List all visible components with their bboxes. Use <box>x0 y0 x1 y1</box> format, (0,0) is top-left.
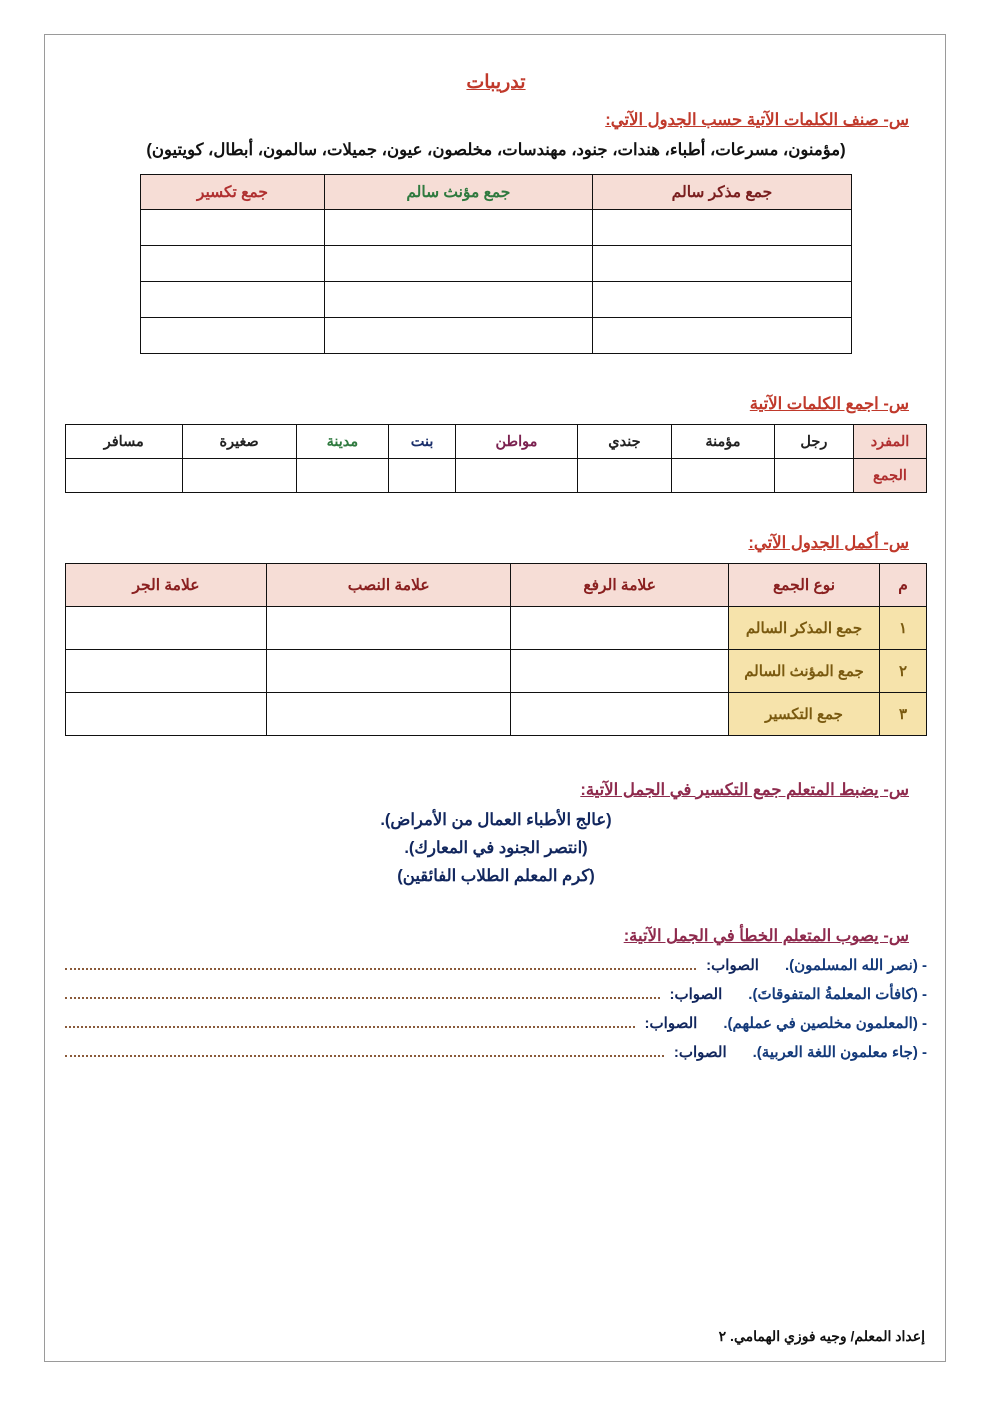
sentence-item: (عالج الأطباء العمال من الأمراض). <box>380 811 612 829</box>
table-row <box>66 693 927 736</box>
singular-word: صغيرة <box>182 425 296 459</box>
cell-input[interactable] <box>324 210 592 246</box>
singular-word: مواطن <box>456 425 578 459</box>
correction-answer-label: الصواب: <box>706 957 759 974</box>
cell-input[interactable] <box>141 318 325 354</box>
correction-row <box>65 956 927 974</box>
cell-input[interactable] <box>511 650 729 693</box>
plural-input[interactable] <box>577 459 671 493</box>
correction-row <box>65 985 927 1003</box>
question-3-heading: س- أكمل الجدول الآتي: <box>748 534 909 552</box>
table-row <box>66 650 927 693</box>
question-4-sentences <box>65 810 927 886</box>
page-footer: إعداد المعلم/ وجيه فوزي الهمامي. ٢ <box>718 1328 925 1344</box>
column-header-masculine-plural: جمع مذكر سالم <box>592 175 851 210</box>
correction-answer-input[interactable] <box>65 996 660 999</box>
correction-answer-label: الصواب: <box>644 1015 698 1032</box>
correction-row <box>65 1014 927 1032</box>
table-row <box>141 246 852 282</box>
singular-word: مسافر <box>66 425 183 459</box>
plural-input[interactable] <box>182 459 296 493</box>
row-number: ٣ <box>880 693 927 736</box>
cell-input[interactable] <box>592 246 851 282</box>
table-row <box>141 210 852 246</box>
column-header-number: م <box>880 564 927 607</box>
cell-input[interactable] <box>511 607 729 650</box>
cell-input[interactable] <box>141 282 325 318</box>
document-page <box>44 34 946 1362</box>
correction-sentence: - (المعلمون مخلصين في عملهم). <box>723 1015 927 1032</box>
cell-input[interactable] <box>592 318 851 354</box>
table-header-row <box>141 175 852 210</box>
table-header-row <box>66 564 927 607</box>
correction-answer-input[interactable] <box>65 1054 664 1057</box>
table-row <box>141 318 852 354</box>
column-header-accusative-sign: علامة النصب <box>266 564 511 607</box>
column-header-nominative-sign: علامة الرفع <box>511 564 729 607</box>
singular-plural-table <box>65 424 927 493</box>
question-1-heading: س- صنف الكلمات الآتية حسب الجدول الآتي: <box>605 111 909 129</box>
cell-input[interactable] <box>324 318 592 354</box>
singular-word: مؤمنة <box>672 425 775 459</box>
table-row-plural <box>66 459 927 493</box>
plural-input[interactable] <box>66 459 183 493</box>
correction-answer-label: الصواب: <box>673 1044 727 1061</box>
singular-word: بنت <box>389 425 456 459</box>
cell-input[interactable] <box>266 650 511 693</box>
correction-row <box>65 1043 927 1061</box>
singular-word: رجل <box>774 425 853 459</box>
table-row <box>66 607 927 650</box>
question-4-heading: س- يضبط المتعلم جمع التكسير في الجمل الآتية: <box>580 781 909 799</box>
sentence-item: (كرم المعلم الطلاب الفائقين) <box>397 867 595 885</box>
singular-word: مدينة <box>296 425 388 459</box>
correction-sentence: - (كافأت المعلمةُ المتفوقاتَ). <box>748 986 927 1003</box>
correction-sentence: - (نصر الله المسلمون). <box>784 957 927 974</box>
table-row-singular <box>66 425 927 459</box>
correction-answer-label: الصواب: <box>669 986 723 1003</box>
correction-sentence: - (جاء معلمون اللغة العربية). <box>752 1044 927 1061</box>
singular-word: جندي <box>577 425 671 459</box>
page-content <box>65 57 927 1341</box>
classification-table <box>140 174 852 354</box>
plural-input[interactable] <box>456 459 578 493</box>
row-number: ١ <box>880 607 927 650</box>
cell-input[interactable] <box>511 693 729 736</box>
cell-input[interactable] <box>141 246 325 282</box>
plural-input[interactable] <box>296 459 388 493</box>
table-row <box>141 282 852 318</box>
column-header-genitive-sign: علامة الجر <box>66 564 267 607</box>
page-title: تدريبات <box>466 72 526 93</box>
cell-input[interactable] <box>592 282 851 318</box>
plural-input[interactable] <box>774 459 853 493</box>
correction-answer-input[interactable] <box>65 1025 635 1028</box>
row-plural-type: جمع المؤنث السالم <box>729 650 880 693</box>
cell-input[interactable] <box>324 282 592 318</box>
cell-input[interactable] <box>266 607 511 650</box>
row-plural-type: جمع المذكر السالم <box>729 607 880 650</box>
row-plural-type: جمع التكسير <box>729 693 880 736</box>
column-header-plural-type: نوع الجمع <box>729 564 880 607</box>
cell-input[interactable] <box>66 650 267 693</box>
plural-input[interactable] <box>389 459 456 493</box>
question-5-items <box>65 956 927 1061</box>
sentence-item: (انتصر الجنود في المعارك). <box>404 839 588 857</box>
cell-input[interactable] <box>141 210 325 246</box>
cell-input[interactable] <box>592 210 851 246</box>
plural-input[interactable] <box>672 459 775 493</box>
column-header-feminine-plural: جمع مؤنث سالم <box>324 175 592 210</box>
cell-input[interactable] <box>266 693 511 736</box>
row-label-plural: الجمع <box>854 459 927 493</box>
question-2-heading: س- اجمع الكلمات الآتية <box>749 395 909 413</box>
correction-answer-input[interactable] <box>65 967 696 970</box>
cell-input[interactable] <box>66 607 267 650</box>
row-number: ٢ <box>880 650 927 693</box>
question-1-word-bank: (مؤمنون، مسرعات، أطباء، هندات، جنود، مهندسات، مخلصون، عيون، جميلات، سالمون، أبطال، كويتيون) <box>146 141 846 159</box>
question-5-heading: س- يصوب المتعلم الخطأ في الجمل الآتية: <box>623 927 909 945</box>
row-label-singular: المفرد <box>854 425 927 459</box>
cell-input[interactable] <box>66 693 267 736</box>
cell-input[interactable] <box>324 246 592 282</box>
plural-signs-table <box>65 563 927 736</box>
column-header-broken-plural: جمع تكسير <box>141 175 325 210</box>
